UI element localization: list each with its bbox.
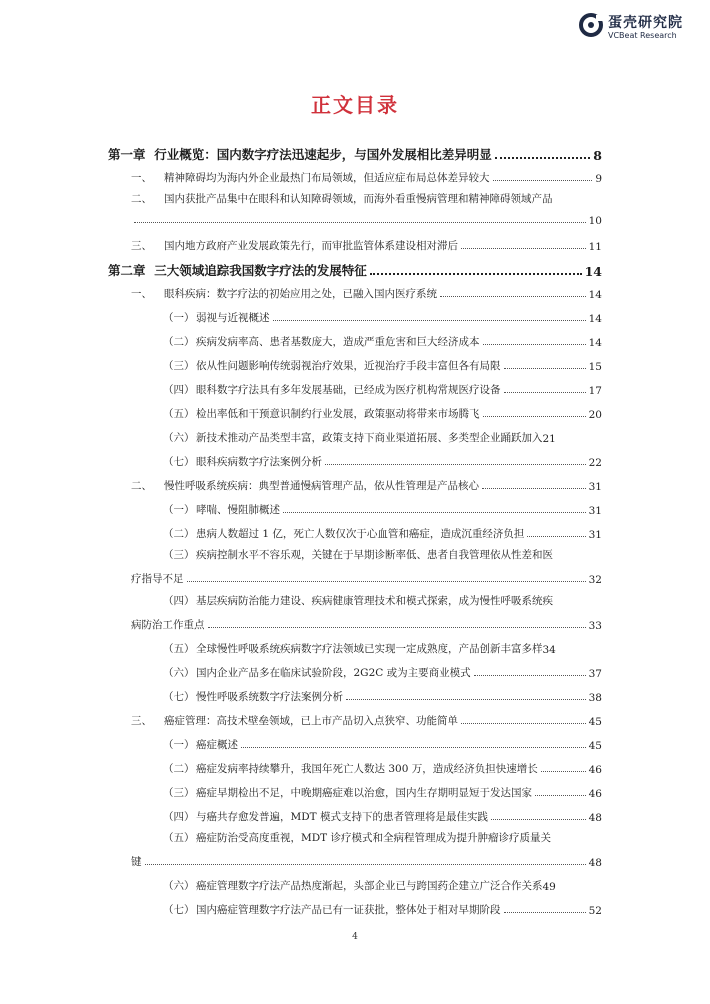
chapter-title: 三大领域追踪我国数字疗法的发展特征 <box>154 263 367 278</box>
page-ref: 11 <box>588 241 602 253</box>
subsection-title: 新技术推动产品类型丰富，政策支持下商业渠道拓展、多类型企业踊跃加入 <box>196 432 543 444</box>
chapter-title: 行业概览：国内数字疗法迅速起步，与国外发展相比差异明显 <box>154 147 492 162</box>
page-ref: 20 <box>588 409 602 421</box>
subsection-title: 国内企业产品多在临床试验阶段，2G2C 或为主要商业模式 <box>196 667 471 679</box>
page-ref: 22 <box>588 457 602 469</box>
page-ref: 14 <box>588 289 602 301</box>
toc-entry-continuation[interactable] <box>131 215 602 227</box>
leader-dots <box>461 248 586 249</box>
toc-entry[interactable] <box>163 902 602 917</box>
page-ref: 49 <box>542 881 556 893</box>
subsection-number: （二） <box>163 336 195 348</box>
page-ref: 38 <box>588 692 602 704</box>
subsection-title: 癌症管理数字疗法产品热度渐起，头部企业已与跨国药企建立广泛合作关系 <box>196 880 543 892</box>
toc-entry[interactable] <box>131 170 602 185</box>
subsection-number: （四） <box>163 595 195 607</box>
subsection-title: 疾病控制水平不容乐观，关键在于早期诊断率低、患者自我管理依从性差和医 <box>196 549 553 561</box>
leader-dots <box>535 795 586 796</box>
section-title: 眼科疾病：数字疗法的初始应用之处，已融入国内医疗系统 <box>164 288 437 300</box>
leader-dots <box>241 747 586 748</box>
subsection-number: （三） <box>163 360 195 372</box>
section-title: 精神障碍均为海内外企业最热门布局领域，但适应症布局总体差异较大 <box>164 172 490 184</box>
leader-dots <box>495 157 591 159</box>
toc-entry[interactable] <box>163 310 602 325</box>
toc-entry[interactable] <box>131 713 602 728</box>
subsection-title: 全球慢性呼吸系统疾病数字疗法领域已实现一定成熟度，产品创新丰富多样 <box>196 643 543 655</box>
toc-entry-continuation[interactable] <box>131 854 602 869</box>
subsection-number: （五） <box>163 643 195 655</box>
page-ref: 9 <box>595 173 602 185</box>
page-ref: 34 <box>542 644 556 656</box>
section-title: 慢性呼吸系统疾病：典型普通慢病管理产品，依从性管理是产品核心 <box>164 480 479 492</box>
chapter-number: 第二章 <box>108 263 146 278</box>
leader-dots <box>483 416 586 417</box>
subsection-number: （三） <box>163 787 195 799</box>
leader-dots <box>474 675 586 676</box>
subsection-number: （六） <box>163 880 195 892</box>
toc-entry[interactable] <box>163 430 602 445</box>
page-ref: 31 <box>588 481 602 493</box>
toc-entry[interactable] <box>163 593 553 608</box>
leader-dots <box>208 627 586 628</box>
leader-dots <box>370 273 582 275</box>
toc-entry[interactable] <box>163 382 602 397</box>
toc-entry[interactable] <box>163 737 602 752</box>
chapter-number: 第一章 <box>108 147 146 162</box>
page-ref: 48 <box>588 812 602 824</box>
leader-dots <box>541 771 586 772</box>
leader-dots <box>346 699 586 700</box>
subsection-title: 癌症早期检出不足，中晚期癌症难以治愈，国内生存期明显短于发达国家 <box>196 787 532 799</box>
leader-dots <box>461 723 586 724</box>
page-ref: 14 <box>588 337 602 349</box>
page-ref: 10 <box>588 215 602 227</box>
page-ref: 52 <box>588 905 602 917</box>
subsection-title: 癌症防治受高度重视，MDT 诊疗模式和全病程管理成为提升肿瘤诊疗质量关 <box>196 832 552 844</box>
toc-entry[interactable] <box>163 830 551 845</box>
subsection-title: 癌症发病率持续攀升，我国年死亡人数达 300 万，造成经济负担快速增长 <box>196 763 538 775</box>
page-ref: 45 <box>588 740 602 752</box>
subsection-number: （六） <box>163 432 195 444</box>
subsection-number: （五） <box>163 408 195 420</box>
section-number: 一、 <box>131 172 152 184</box>
section-number: 二、 <box>131 193 152 205</box>
page-ref: 31 <box>588 505 602 517</box>
leader-dots <box>273 320 586 321</box>
toc-entry-continuation[interactable] <box>131 617 602 632</box>
subsection-number: （六） <box>163 667 195 679</box>
subsection-title: 癌症概述 <box>196 739 238 751</box>
subsection-title-continued: 疗指导不足 <box>131 573 184 585</box>
toc-entry[interactable] <box>163 878 602 893</box>
page-title: 正文目录 <box>311 93 399 117</box>
page-ref: 8 <box>593 148 602 163</box>
toc-entry[interactable] <box>131 478 602 493</box>
page-ref: 17 <box>588 385 602 397</box>
leader-dots <box>483 344 586 345</box>
section-title: 国内地方政府产业发展政策先行，而审批监管体系建设相对滞后 <box>164 240 458 252</box>
subsection-number: （五） <box>163 832 195 844</box>
toc-entry[interactable] <box>163 334 602 349</box>
page-ref: 33 <box>588 620 602 632</box>
section-number: 二、 <box>131 480 152 492</box>
logo-chinese-name: 蛋壳研究院 <box>608 15 683 31</box>
leader-dots <box>325 464 586 465</box>
toc-entry[interactable] <box>163 547 553 562</box>
page-ref: 46 <box>588 788 602 800</box>
toc-entry[interactable] <box>163 526 602 541</box>
subsection-number: （一） <box>163 739 195 751</box>
logo-english-name: VCBeat Research <box>608 31 677 40</box>
toc-entry[interactable] <box>131 191 553 206</box>
subsection-number: （七） <box>163 456 195 468</box>
leader-dots <box>482 488 586 489</box>
toc-entry[interactable] <box>163 689 602 704</box>
section-title: 国内获批产品集中在眼科和认知障碍领域，而海外看重慢病管理和精神障碍领域产品 <box>164 193 553 205</box>
page-ref: 31 <box>588 529 602 541</box>
page-ref: 32 <box>588 574 602 586</box>
leader-dots <box>527 536 585 537</box>
leader-dots <box>440 296 586 297</box>
subsection-title: 国内癌症管理数字疗法产品已有一证获批，整体处于相对早期阶段 <box>196 904 501 916</box>
toc-entry[interactable] <box>163 785 602 800</box>
subsection-title: 眼科数字疗法具有多年发展基础，已经成为医疗机构常规医疗设备 <box>196 384 501 396</box>
toc-entry[interactable] <box>163 454 602 469</box>
page-ref: 48 <box>588 857 602 869</box>
subsection-title: 慢性呼吸系统数字疗法案例分析 <box>196 691 343 703</box>
toc-entry[interactable] <box>163 502 602 517</box>
subsection-title: 依从性问题影响传统弱视治疗效果，近视治疗手段丰富但各有局限 <box>196 360 501 372</box>
leader-dots <box>187 581 586 582</box>
toc-entry-continuation[interactable] <box>131 571 602 586</box>
leader-dots <box>491 819 586 820</box>
toc-entry[interactable] <box>163 358 602 373</box>
page-ref: 21 <box>542 433 556 445</box>
subsection-number: （二） <box>163 763 195 775</box>
subsection-title: 弱视与近视概述 <box>196 312 270 324</box>
leader-dots <box>283 512 586 513</box>
subsection-title: 哮喘、慢阻肺概述 <box>196 504 280 516</box>
subsection-title: 疾病发病率高、患者基数庞大，造成严重危害和巨大经济成本 <box>196 336 480 348</box>
subsection-title: 基层疾病防治能力建设、疾病健康管理技术和模式探索，成为慢性呼吸系统疾 <box>196 595 553 607</box>
section-number: 三、 <box>131 715 152 727</box>
subsection-number: （一） <box>163 312 195 324</box>
subsection-title: 患病人数超过 1 亿，死亡人数仅次于心血管和癌症，造成沉重经济负担 <box>196 528 525 540</box>
subsection-title: 眼科疾病数字疗法案例分析 <box>196 456 322 468</box>
section-title: 癌症管理：高技术壁垒领域，已上市产品切入点狭窄、功能简单 <box>164 715 458 727</box>
subsection-number: （七） <box>163 904 195 916</box>
page-number: 4 <box>352 932 358 942</box>
leader-dots <box>504 368 586 369</box>
egg-logo-icon <box>578 12 604 38</box>
subsection-title-continued: 键 <box>131 856 142 868</box>
page-ref: 14 <box>584 264 602 279</box>
toc-entry[interactable] <box>163 761 602 776</box>
toc-chapter-1[interactable] <box>108 145 602 163</box>
toc-entry[interactable] <box>131 238 602 253</box>
subsection-title: 与癌共存愈发普遍，MDT 模式支持下的患者管理将是最佳实践 <box>196 811 489 823</box>
page-ref: 46 <box>588 764 602 776</box>
page-ref: 45 <box>588 716 602 728</box>
toc-entry[interactable] <box>163 809 602 824</box>
page-ref: 14 <box>588 313 602 325</box>
subsection-number: （二） <box>163 528 195 540</box>
page-ref: 37 <box>588 668 602 680</box>
subsection-number: （三） <box>163 549 195 561</box>
section-number: 一、 <box>131 288 152 300</box>
toc-entry[interactable] <box>163 665 602 680</box>
subsection-title-continued: 病防治工作重点 <box>131 619 205 631</box>
leader-dots <box>134 222 586 223</box>
section-number: 三、 <box>131 240 152 252</box>
toc-entry[interactable] <box>163 641 602 656</box>
toc-chapter-2[interactable] <box>108 261 602 279</box>
page-ref: 15 <box>588 361 602 373</box>
toc-entry[interactable] <box>131 286 602 301</box>
subsection-number: （七） <box>163 691 195 703</box>
leader-dots <box>493 180 593 181</box>
subsection-number: （四） <box>163 384 195 396</box>
leader-dots <box>504 392 586 393</box>
subsection-number: （四） <box>163 811 195 823</box>
subsection-number: （一） <box>163 504 195 516</box>
vcbeat-logo <box>578 10 698 44</box>
subsection-title: 检出率低和干预意识制约行业发展，政策驱动将带来市场腾飞 <box>196 408 480 420</box>
leader-dots <box>145 864 586 865</box>
leader-dots <box>504 912 586 913</box>
toc-entry[interactable] <box>163 406 602 421</box>
